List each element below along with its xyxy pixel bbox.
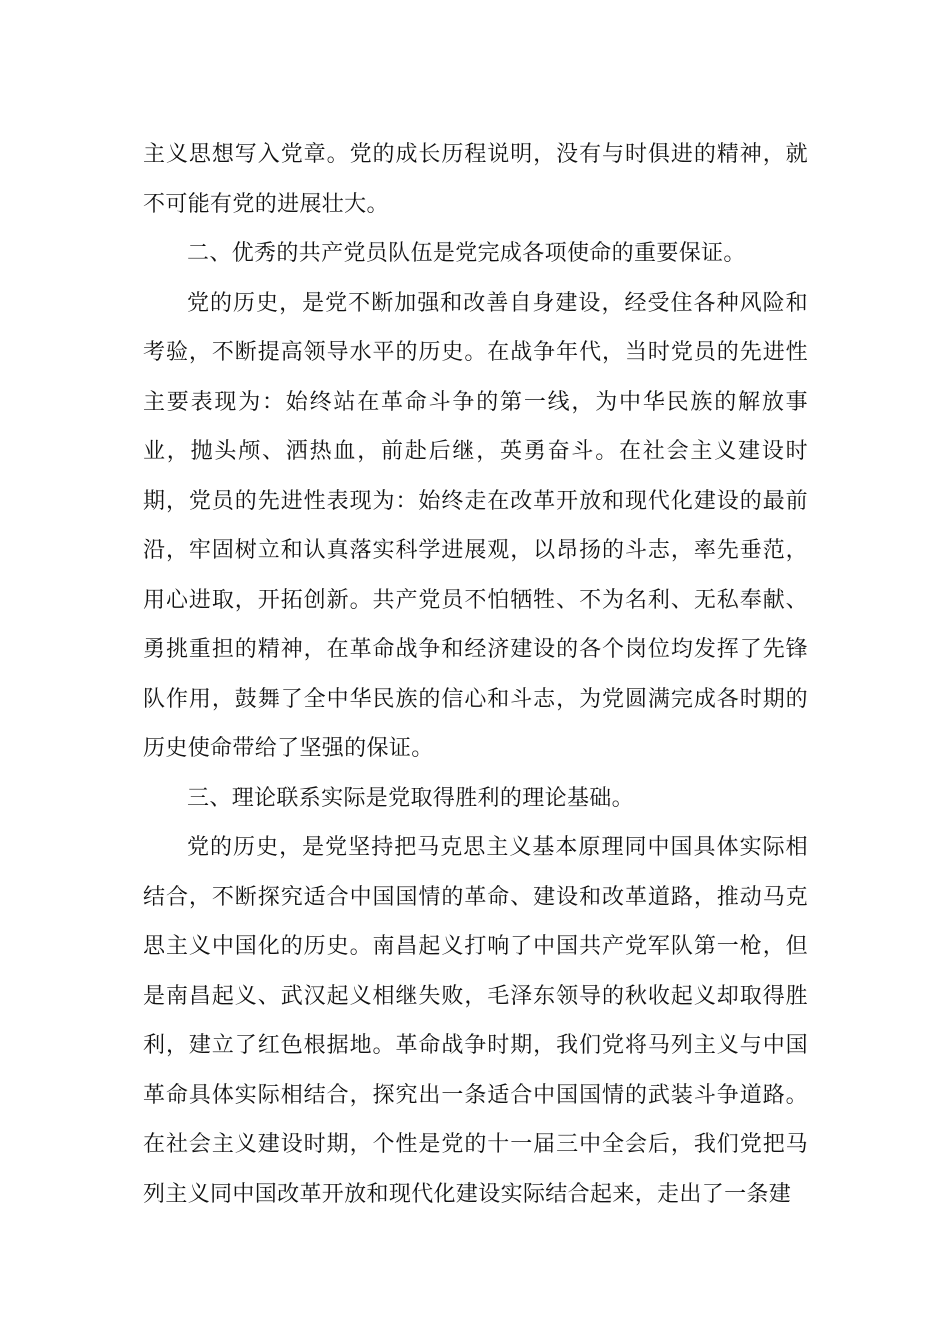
section-heading-three: 三、理论联系实际是党取得胜利的理论基础。	[187, 785, 635, 811]
paragraph-party-members: 党的历史，是党不断加强和改善自身建设，经受住各种风险和考验，不断提高领导水平的历史。在战争年代，当时党员的先进性主要表现为：始终站在革命斗争的第一线，为中华民族的解放事业，抛头颅、洒热血，前赴后继，英勇奋斗。在社会主义建设时期，党员的先进性表现为：始终走在改革开放和现代化建设的最前沿，牢固树立和认真落实科学进展观，以昂扬的斗志，率先垂范，用心进取，开拓创新。共产党员不怕牺牲、不为名利、无私奉献、勇挑重担的精神，在革命战争和经济建设的各个岗位均发挥了先锋队作用，鼓舞了全中华民族的信心和斗志，为党圆满完成各时期的历史使命带给了坚强的保证。	[143, 290, 808, 761]
section-heading-two: 二、优秀的共产党员队伍是党完成各项使命的重要保证。	[187, 241, 746, 266]
paragraph-continuation: 主义思想写入党章。党的成长历程说明，没有与时俱进的精神，就不可能有党的进展壮大。	[143, 142, 808, 217]
paragraph-theory-practice: 党的历史，是党坚持把马克思主义基本原理同中国具体实际相结合，不断探究适合中国国情的革命、建设和改革道路，推动马克思主义中国化的历史。南昌起义打响了中国共产党军队第一枪，但是南昌起义、武汉起义相继失败，毛泽东领导的秋收起义却取得胜利，建立了红色根据地。革命战争时期，我们党将马列主义与中国革命具体实际相结合，探究出一条适合中国国情的武装斗争道路。在社会主义建设时期，个性是党的十一届三中全会后，我们党把马列主义同中国改革开放和现代化建设实际结合起来，走出了一条建	[143, 835, 808, 1207]
document-body	[143, 130, 808, 1219]
